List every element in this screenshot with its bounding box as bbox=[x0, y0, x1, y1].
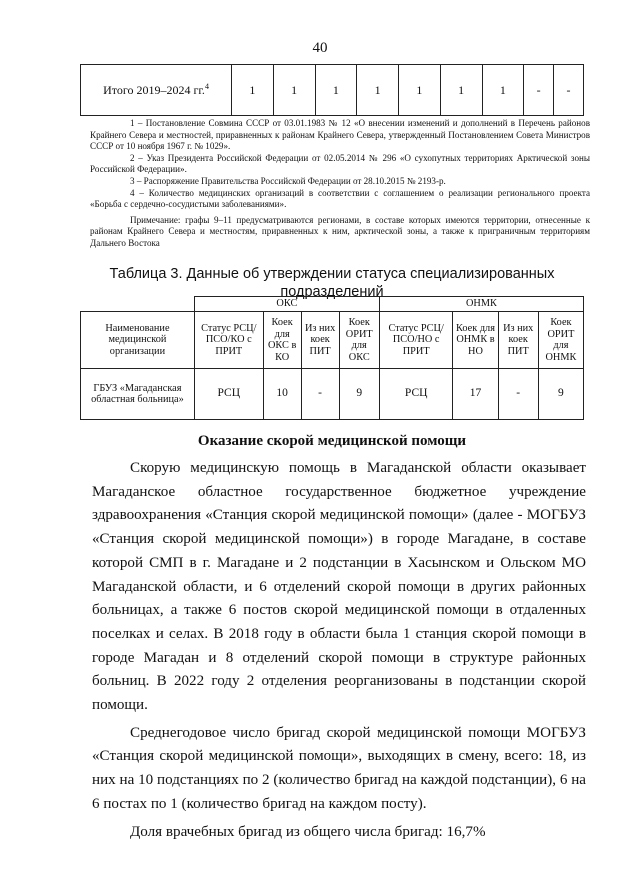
paragraph: Доля врачебных бригад из общего числа бригад: 16,7% bbox=[130, 823, 486, 840]
table-cell: 9 bbox=[339, 369, 379, 420]
table-cell: - bbox=[301, 369, 339, 420]
row-label-cell bbox=[81, 65, 232, 116]
table-cell: 10 bbox=[263, 369, 301, 420]
table-cell: РСЦ bbox=[379, 369, 453, 420]
table-cell: - bbox=[498, 369, 538, 420]
column-header: Коек ОРИТ для ОКС bbox=[339, 312, 379, 369]
group-header-oks: ОКС bbox=[194, 297, 379, 312]
table3-caption: Таблица 3. Данные об утверждении статуса специализированных подразделений bbox=[109, 266, 555, 300]
footnote: 1 – Постановление Совмина СССР от 03.01.1983 № 12 «О внесении изменений и дополнений в Перечень районов Крайнего Севера и местностей, приравненных к районам Крайнего Севера, утвержденный Постановлением Совета Министров СССР от 10 ноября 1967 г. № 1029». bbox=[90, 118, 590, 152]
column-header: Из них коек ПИТ bbox=[498, 312, 538, 369]
table-group-row bbox=[81, 297, 584, 312]
column-header: Из них коек ПИТ bbox=[301, 312, 339, 369]
value-cell: - bbox=[554, 65, 584, 116]
value-cell: 1 bbox=[273, 65, 315, 116]
column-header: Статус РСЦ/ПСО/КО с ПРИТ bbox=[194, 312, 263, 369]
value-cell: - bbox=[524, 65, 554, 116]
empty-cell bbox=[81, 297, 195, 312]
column-header: Наименование медицинской организации bbox=[81, 312, 195, 369]
footnote: 2 – Указ Президента Российской Федерации от 02.05.2014 № 296 «О сухопутных территориях Арктической зоны Российской Федерации». bbox=[90, 152, 590, 175]
table3 bbox=[80, 296, 584, 420]
value-cell: 1 bbox=[357, 65, 399, 116]
footnotes bbox=[90, 118, 590, 250]
paragraph: Среднегодовое число бригад скорой медицинской помощи МОГБУЗ «Станция скорой медицинской помощи», выходящих в смену, всего: 18, из них на 10 подстанциях по 2 (количество бригад на каждой подстанции), 6 на 6 постах по 1 (количество бригад на каждом посту). bbox=[92, 724, 586, 812]
column-header: Коек для ОНМК в НО bbox=[453, 312, 498, 369]
column-header: Статус РСЦ/ПСО/НО с ПРИТ bbox=[379, 312, 453, 369]
row-label: Итого 2019–2024 гг. bbox=[103, 83, 205, 97]
paragraph: Скорую медицинскую помощь в Магаданской области оказывает Магаданское областное государственное бюджетное учреждение здравоохранения «Станция скорой медицинской помощи» (далее - МОГБУЗ «Станция скорой медицинской помощи») в городе Магадане, в составе которой СМП в г. Магадане и 2 подстанции в Хасынском и Ольском МО Магаданской области, и 6 отделений скорой помощи в других районных больницах, а также 6 постов скорой медицинской помощи в отдаленных поселках и селах. В 2018 году в области была 1 станция скорой помощи в городе Магадан и 8 отделений скорой помощи в структуре районных больниц. В 2022 году 2 отделения реорганизованы в подстанции скорой помощи. bbox=[92, 460, 586, 714]
body-text bbox=[92, 457, 586, 844]
note: Примечание: графы 9–11 предусматриваются регионами, в составе которых имеются территории, отнесенные к районам Крайнего Севера и местностям, приравненных к ним, арктической зоны, а также к приграничным территориям Дальнего Востока bbox=[90, 214, 590, 248]
column-header: Коек ОРИТ для ОНМК bbox=[538, 312, 583, 369]
table-cell: 17 bbox=[453, 369, 498, 420]
footnote: 3 – Распоряжение Правительства Российской Федерации от 28.10.2015 № 2193-р. bbox=[130, 175, 446, 186]
value-cell: 1 bbox=[232, 65, 274, 116]
table-cell: РСЦ bbox=[194, 369, 263, 420]
row-label-footnote: 4 bbox=[204, 82, 209, 91]
footnote: 4 – Количество медицинских организаций в соответствии с соглашением о реализации регионального проекта «Борьба с сердечно-сосудистыми заболеваниями». bbox=[90, 187, 590, 210]
value-cell: 1 bbox=[399, 65, 441, 116]
totals-table bbox=[80, 64, 584, 116]
group-header-onmk: ОНМК bbox=[379, 297, 583, 312]
section-title: Оказание скорой медицинской помощи bbox=[197, 433, 467, 449]
table-row bbox=[81, 65, 584, 116]
value-cell: 1 bbox=[440, 65, 482, 116]
value-cell: 1 bbox=[315, 65, 357, 116]
table-cell: ГБУЗ «Магаданская областная больница» bbox=[81, 369, 195, 420]
table-row bbox=[81, 369, 584, 420]
column-header: Коек для ОКС в КО bbox=[263, 312, 301, 369]
value-cell: 1 bbox=[482, 65, 524, 116]
page-number: 40 bbox=[312, 40, 328, 56]
table-cell: 9 bbox=[538, 369, 583, 420]
table-header-row bbox=[81, 312, 584, 369]
